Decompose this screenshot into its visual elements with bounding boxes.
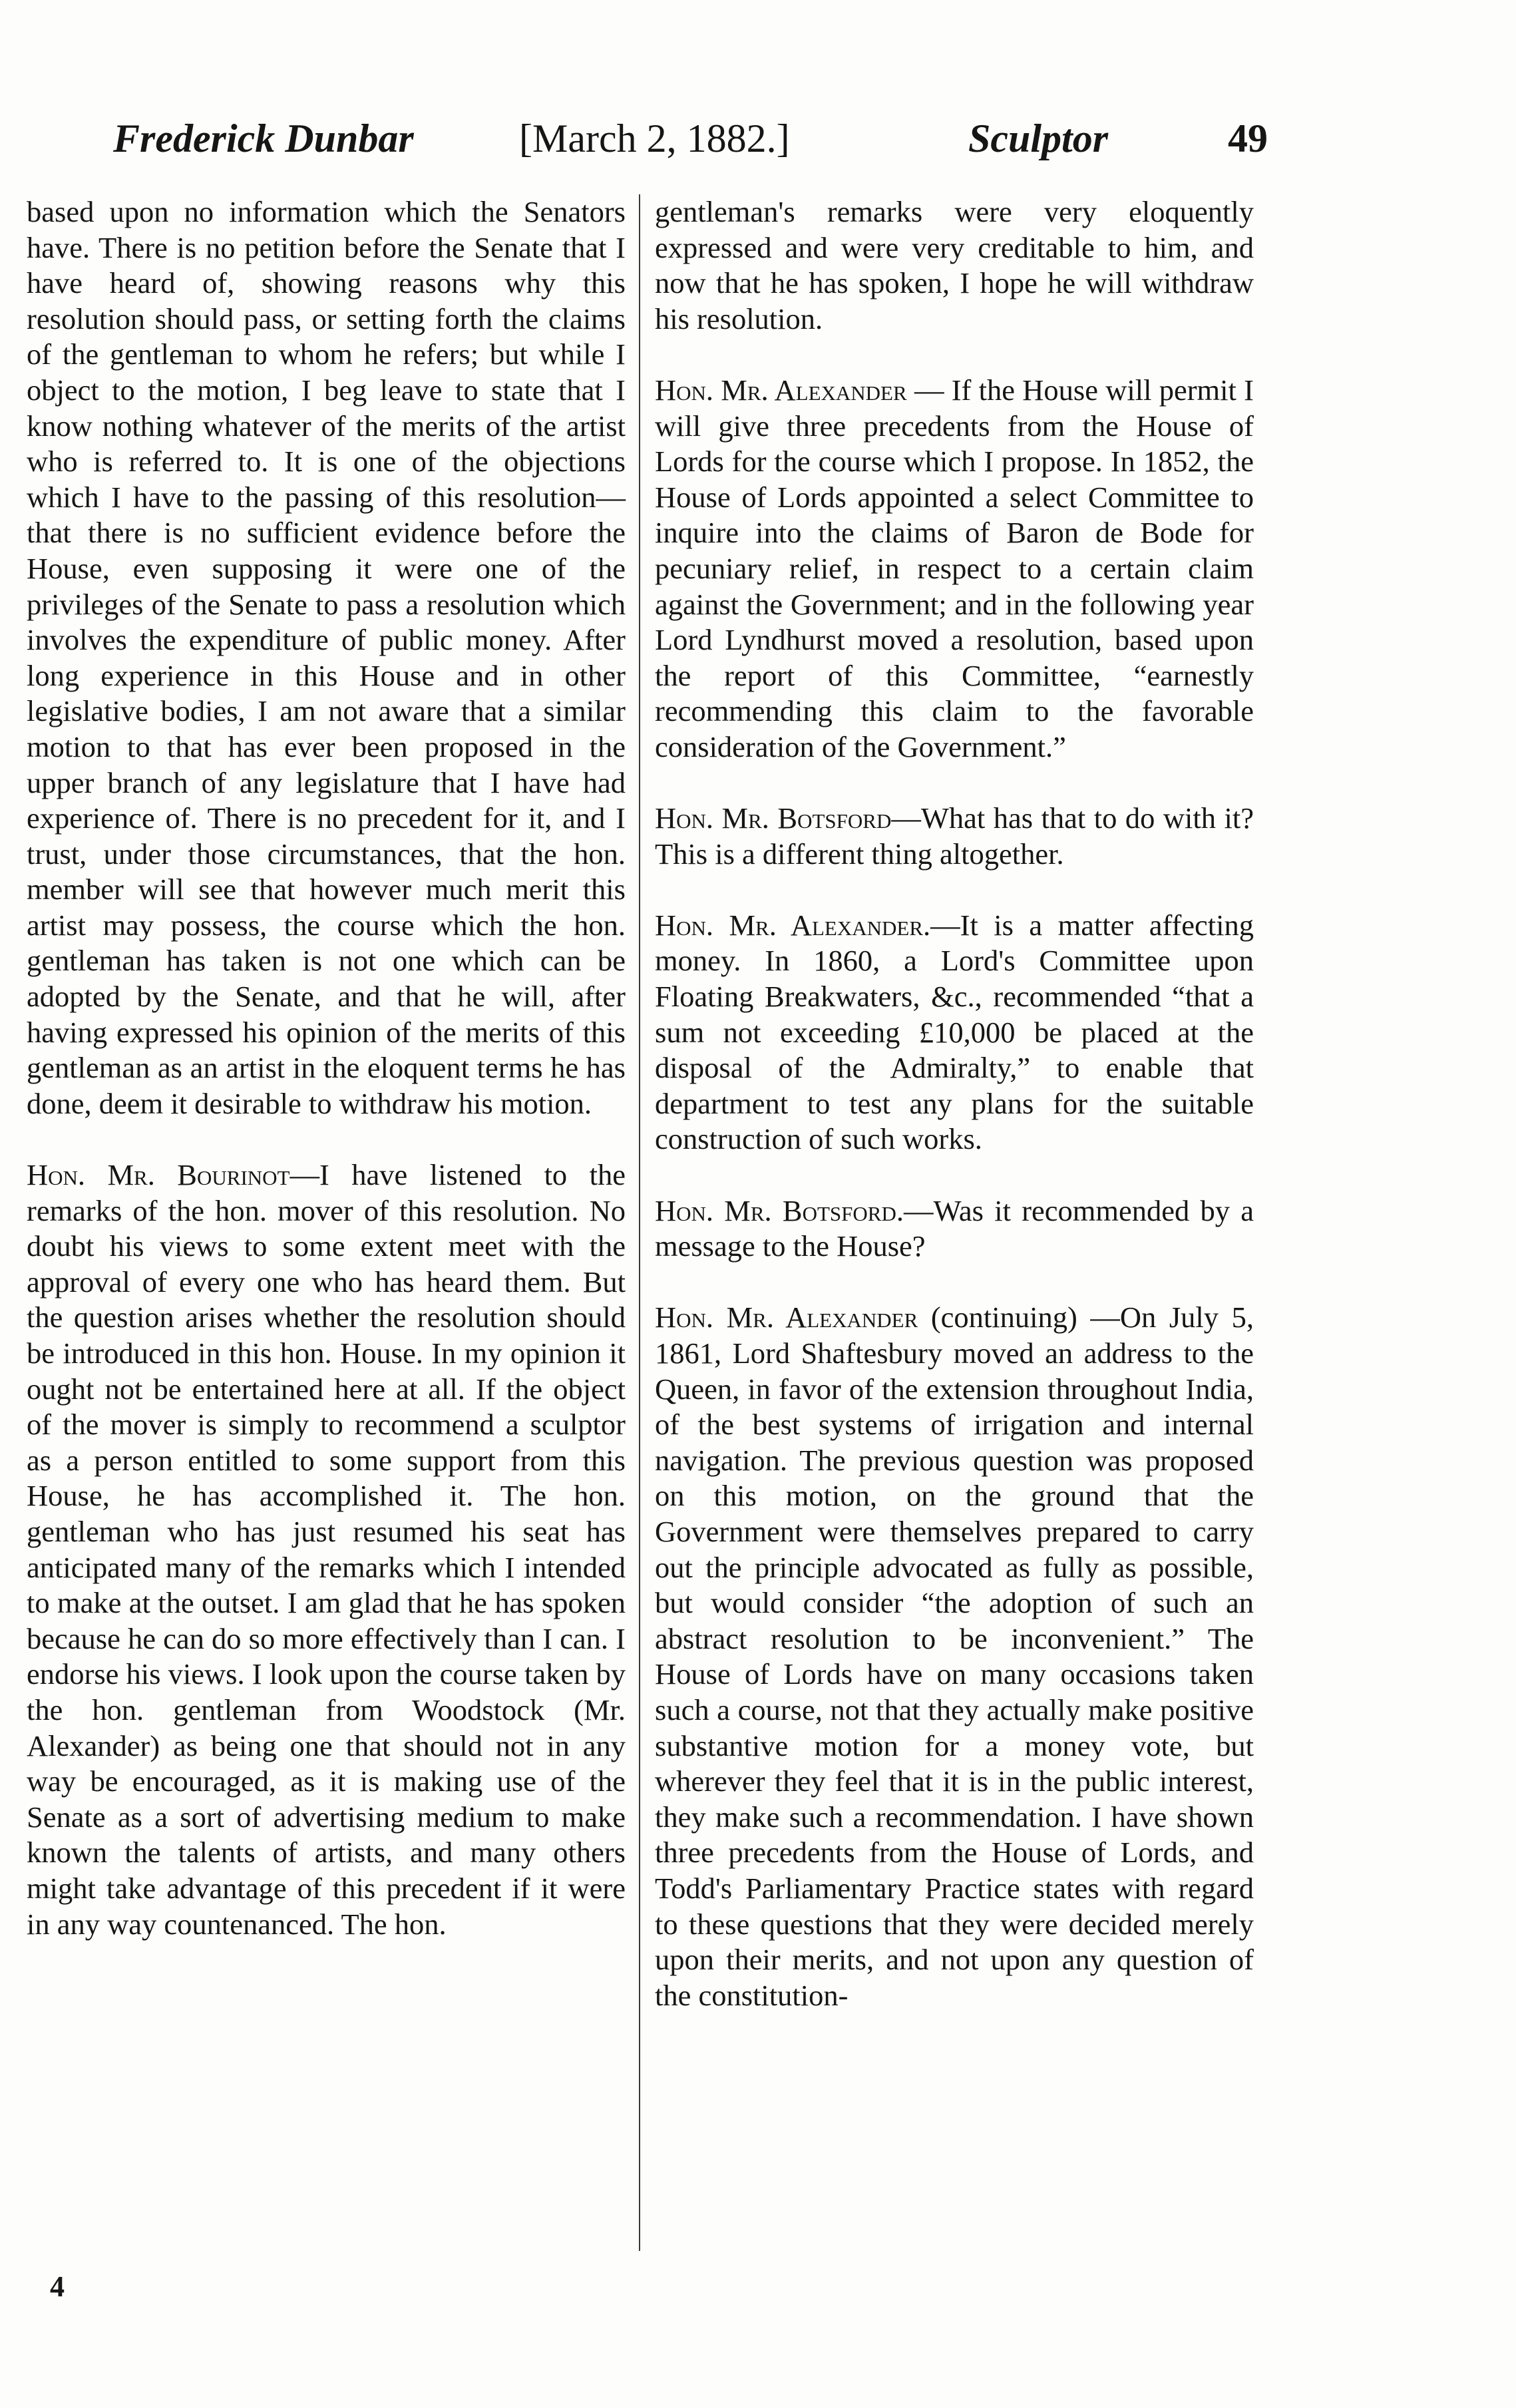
paragraph-text: based upon no information which the Senators have. There is no petition before the Senate that I have heard of, showing reasons why this resolution should pass, or setting forth the claims of the gentleman to whom he refers; but while I object to the motion, I beg leave to state that I know nothing whatever of the merits of the artist who is referred to. It is one of the objections which I have to the passing of this resolution—that there is no sufficient evidence before the House, even supposing it were one of the privileges of the Senate to pass a resolution which involves the expenditure of public money. After long experience in this House and in other legislative bodies, I am not aware that a similar motion to that has ever been proposed in the upper branch of any legislature that I have had experience of. There is no precedent for it, and I trust, under those circumstances, that the hon. member will see that however much merit this artist may possess, the course which the hon. gentleman has taken is not one which can be adopted by the Senate, and that he will, after having expressed his opinion of the merits of this gentleman as an artist in the eloquent terms he has done, deem it desirable to withdraw his motion. — [27, 195, 626, 1120]
paragraph — [655, 801, 1254, 872]
paragraph-text: —What has that to do with it? This is a different thing altogether. — [655, 801, 1254, 871]
speaker-name: Hon. Mr. Botsford — [655, 1193, 896, 1227]
page-number: 49 — [1228, 116, 1268, 160]
running-head — [27, 112, 1278, 165]
speaker-name: Hon. Mr. Bourinot — [27, 1158, 290, 1192]
header-left: Frederick Dunbar — [113, 116, 414, 160]
paragraph — [27, 194, 626, 1121]
left-column — [27, 194, 626, 1942]
column-divider — [639, 194, 640, 2251]
paragraph-text: (continuing) —On July 5, 1861, Lord Shaftesbury moved an address to the Queen, in favor of the extension throughout India, of the best systems of irrigation and internal navigation. The previous question was proposed on this motion, on the ground that the Government were themselves prepared to carry out the principle advocated as fully as possible, but would consider “the adoption of such an abstract resolution to be inconvenient.” The House of Lords have on many occasions taken such a course, not that they actually make positive substantive motion for a money vote, but wherever they feel that it is in the public interest, they make such a recommendation. I have shown three precedents from the House of Lords, and Todd's Parliamentary Practice states with regard to these questions that they were decided merely upon their merits, and not upon any question of the constitution- — [655, 1301, 1254, 2012]
speaker-name: Hon. Mr. Alexander — [655, 1301, 918, 1334]
paragraph-text: — If the House will permit I will give three precedents from the House of Lords for the course which I propose. In 1852, the House of Lords appointed a select Committee to inquire into the claims of Baron de Bode for pecuniary relief, in respect to a certain claim against the Government; and in the following year Lord Lyndhurst moved a resolution, based upon the report of this Committee, “earnestly recommending this claim to the favorable consideration of the Government.” — [655, 373, 1254, 763]
paragraph — [27, 1157, 626, 1942]
paragraph-text: —I have listened to the remarks of the hon. mover of this resolution. No doubt his views to some extent meet with the approval of every one who has heard them. But the question arises whether the resolution should be introduced in this hon. House. In my opinion it ought not be entertained here at all. If the object of the mover is simply to recommend a sculptor as a person entitled to some support from this House, he has accomplished it. The hon. gentleman who has just resumed his seat has anticipated many of the remarks which I intended to make at the outset. I am glad that he has spoken because he can do so more effectively than I can. I endorse his views. I look upon the course taken by the hon. gentleman from Woodstock (Mr. Alexander) as being one that should not in any way be encouraged, as it is making use of the Senate as a sort of advertising medium to make known the talents of artists, and many others might take advantage of this precedent if it were in any way countenanced. The hon. — [27, 1158, 626, 1941]
header-right: Sculptor — [968, 116, 1109, 160]
header-date: [March 2, 1882.] — [519, 116, 790, 160]
right-column — [655, 194, 1254, 2013]
speaker-name: Hon. Mr. Botsford — [655, 801, 892, 835]
paragraph — [655, 373, 1254, 765]
speaker-name: Hon. Mr. Alexander — [655, 373, 907, 407]
paragraph — [655, 1300, 1254, 2013]
paragraph-text: .—Was it recommended by a message to the House? — [655, 1193, 1254, 1263]
signature-mark: 4 — [50, 2270, 65, 2303]
paragraph — [655, 194, 1254, 337]
paragraph-text: gentleman's remarks were very eloquently expressed and were very creditable to him, and now that he has spoken, I hope he will withdraw his resolution. — [655, 195, 1254, 335]
paragraph — [655, 908, 1254, 1157]
speaker-name: Hon. Mr. Alexander — [655, 908, 924, 942]
paragraph — [655, 1193, 1254, 1265]
paragraph-text: .—It is a matter affecting money. In 1860, a Lord's Committee upon Floating Breakwaters, &c., recommended “that a sum not exceeding £10,000 be placed at the disposal of the Admiralty,” to enable that department to test any plans for the suitable construction of such works. — [655, 908, 1254, 1156]
